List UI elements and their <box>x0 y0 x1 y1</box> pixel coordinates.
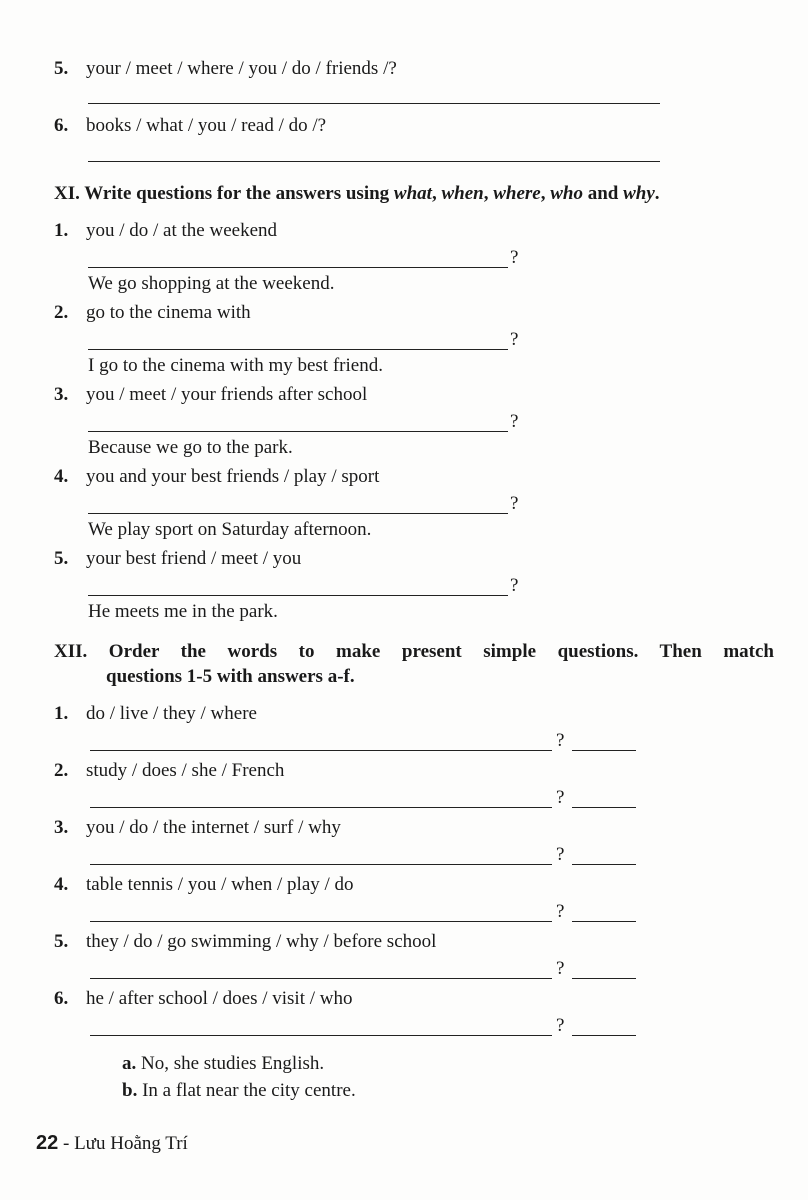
question-mark: ? <box>556 787 565 808</box>
question-item <box>54 988 352 1010</box>
question-mark: ? <box>510 493 519 514</box>
question-item <box>54 548 301 570</box>
question-mark: ? <box>556 730 565 751</box>
question-mark: ? <box>510 575 519 596</box>
author: Lưu Hoằng Trí <box>74 1133 188 1154</box>
item-number: 2. <box>54 302 69 323</box>
item-text: he / after school / does / visit / who <box>86 988 353 1009</box>
section-12-title: XII. Order the words to make present simple questions. Then match <box>54 641 774 662</box>
answer-line[interactable] <box>90 978 552 979</box>
item-number: 5. <box>54 931 69 952</box>
item-text: you / do / the internet / surf / why <box>86 817 341 838</box>
question-item <box>54 931 436 953</box>
question-mark: ? <box>510 247 519 268</box>
answer-line[interactable] <box>88 349 508 350</box>
question-item <box>54 703 257 725</box>
match-blank[interactable] <box>572 807 636 808</box>
item-number: 4. <box>54 874 69 895</box>
item-number: 1. <box>54 220 69 241</box>
question-item <box>54 760 284 782</box>
match-blank[interactable] <box>572 864 636 865</box>
question-mark: ? <box>556 901 565 922</box>
item-number: 4. <box>54 466 69 487</box>
answer-text: We play sport on Saturday afternoon. <box>88 519 372 540</box>
match-blank[interactable] <box>572 921 636 922</box>
item-number: 6. <box>54 115 69 136</box>
answer-line[interactable] <box>88 103 660 104</box>
answer-line[interactable] <box>90 921 552 922</box>
answer-line[interactable] <box>90 864 552 865</box>
item-number: 1. <box>54 703 69 724</box>
answer-line[interactable] <box>88 161 660 162</box>
answer-option: b. In a flat near the city centre. <box>122 1080 356 1101</box>
question-mark: ? <box>510 329 519 350</box>
question-mark: ? <box>556 958 565 979</box>
question-mark: ? <box>556 1015 565 1036</box>
question-mark: ? <box>510 411 519 432</box>
answer-line[interactable] <box>90 1035 552 1036</box>
question-item <box>54 466 379 488</box>
question-item <box>54 384 367 406</box>
prompt-text: go to the cinema with <box>86 302 251 323</box>
question-item <box>54 302 251 324</box>
answer-option: a. No, she studies English. <box>122 1053 325 1074</box>
item-number: 3. <box>54 817 69 838</box>
answer-line[interactable] <box>88 513 508 514</box>
prompt-text: you / do / at the weekend <box>86 220 278 241</box>
item-number: 3. <box>54 384 69 405</box>
match-blank[interactable] <box>572 1035 636 1036</box>
top-item <box>54 58 397 80</box>
item-number: 5. <box>54 58 69 79</box>
top-item <box>54 115 326 137</box>
item-text: books / what / you / read / do /? <box>86 115 327 136</box>
answer-line[interactable] <box>88 267 508 268</box>
answer-line[interactable] <box>90 807 552 808</box>
item-number: 2. <box>54 760 69 781</box>
answer-text: We go shopping at the weekend. <box>88 273 335 294</box>
item-text: your / meet / where / you / do / friends /? <box>86 58 397 79</box>
match-blank[interactable] <box>572 978 636 979</box>
item-text: table tennis / you / when / play / do <box>86 874 354 895</box>
answer-text: Because we go to the park. <box>88 437 293 458</box>
item-text: do / live / they / where <box>86 703 257 724</box>
match-blank[interactable] <box>572 750 636 751</box>
prompt-text: you and your best friends / play / sport <box>86 466 380 487</box>
question-item <box>54 817 341 839</box>
page-number: 22 <box>36 1132 59 1154</box>
item-text: study / does / she / French <box>86 760 285 781</box>
answer-text: He meets me in the park. <box>88 601 278 622</box>
item-number: 6. <box>54 988 69 1009</box>
item-text: they / do / go swimming / why / before school <box>86 931 437 952</box>
section-12-title-cont: questions 1-5 with answers a-f. <box>106 666 355 687</box>
prompt-text: you / meet / your friends after school <box>86 384 368 405</box>
answer-line[interactable] <box>88 431 508 432</box>
question-item <box>54 220 277 242</box>
answer-line[interactable] <box>88 595 508 596</box>
prompt-text: your best friend / meet / you <box>86 548 302 569</box>
question-mark: ? <box>556 844 565 865</box>
item-number: 5. <box>54 548 69 569</box>
answer-line[interactable] <box>90 750 552 751</box>
page-footer: 22 - Lưu Hoằng Trí <box>36 1132 188 1154</box>
question-item <box>54 874 354 896</box>
section-11-title: XI. Write questions for the answers using what, when, where, who and why. <box>54 183 660 204</box>
answer-text: I go to the cinema with my best friend. <box>88 355 383 376</box>
